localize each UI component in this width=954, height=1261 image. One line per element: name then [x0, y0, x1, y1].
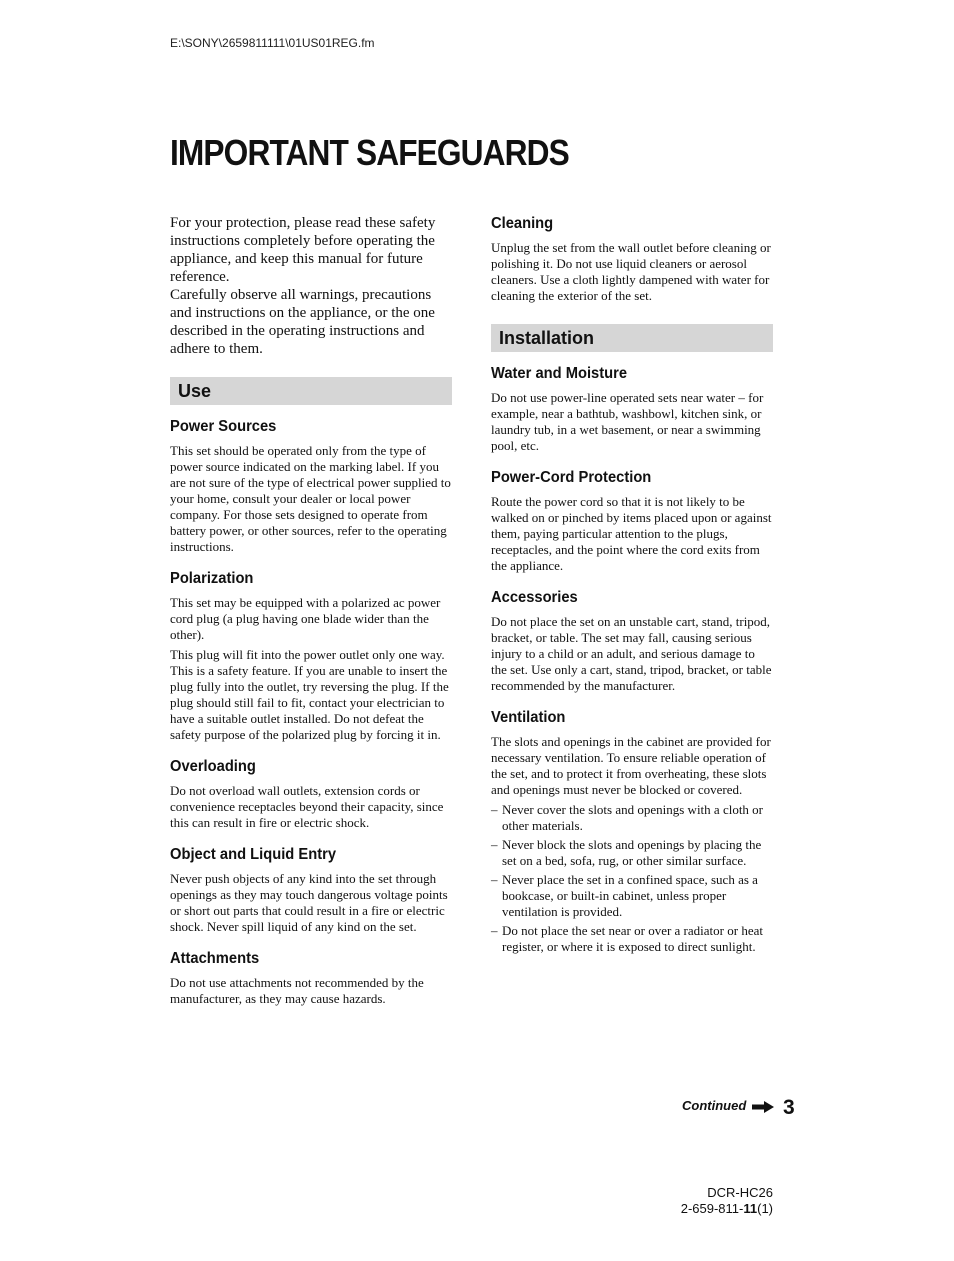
section-body: This set should be operated only from the type of power source indicated on the marking label. If you are not sure of the type of electrical power supplied to your home, consult your dealer or local power company. For those sets designed to operate from battery power, or other sources, refer to the operating instructions.	[170, 443, 451, 554]
section-body: This plug will fit into the power outlet only one way. This is a safety feature. If you are unable to insert the plug fully into the outlet, try reversing the plug. If the plug should still fail to fit, contact your electrician to have a suitable outlet installed. Do not defeat the safety purpose of the polarized plug by forcing it in.	[170, 647, 449, 742]
section-heading-installation: Installation	[491, 324, 773, 352]
attachments-section	[170, 949, 452, 1007]
section-body: Do not use attachments not recommended by the manufacturer, as they may cause hazards.	[170, 975, 424, 1006]
list-item: – Never block the slots and openings by placing the set on a bed, sofa, rug, or other similar surface.	[491, 837, 762, 868]
section-title: Ventilation	[491, 709, 566, 726]
list-item: – Do not place the set near or over a radiator or heat register, or where it is exposed to direct sunlight.	[491, 923, 763, 954]
section-title: Polarization	[170, 570, 254, 587]
part-code-prefix: 2-659-811-	[680, 1201, 744, 1216]
section-title: Attachments	[170, 950, 260, 967]
continued-label	[682, 1098, 774, 1113]
right-column	[491, 214, 773, 969]
polarization-section	[170, 569, 452, 743]
intro-paragraph: Carefully observe all warnings, precautions and instructions on the appliance, or the one described in the operating instructions and adhere to them.	[170, 287, 435, 357]
section-title: Overloading	[170, 758, 256, 775]
power-cord-section	[491, 468, 773, 574]
part-code	[681, 1201, 773, 1217]
section-body: Never push objects of any kind into the set through openings as they may touch dangerous voltage points or short out parts that could result in a fire or electric shock. Never spill liquid of any kind on the set.	[170, 871, 448, 934]
file-path-header: E:\SONY\2659811111\01US01REG.fm	[170, 36, 375, 50]
continued-text: Continued	[682, 1098, 747, 1113]
part-code-suffix: (1)	[757, 1201, 773, 1216]
overloading-section	[170, 757, 452, 831]
section-title: Power-Cord Protection	[491, 469, 652, 486]
object-liquid-entry-section	[170, 845, 452, 935]
cleaning-section	[491, 214, 773, 304]
left-column	[170, 214, 452, 1021]
section-title: Cleaning	[491, 215, 554, 232]
section-body: The slots and openings in the cabinet are provided for necessary ventilation. To ensure reliable operation of the set, and to protect it from overheating, these slots and openings must never be blocked or covered.	[491, 734, 771, 797]
accessories-section	[491, 588, 773, 694]
section-body: Route the power cord so that it is not likely to be walked on or pinched by items placed upon or against them, paying particular attention to the plugs, receptacles, and the point where the cord exits from the appliance.	[491, 494, 772, 573]
power-sources-section	[170, 417, 452, 555]
list-item-text: Never cover the slots and openings with a cloth or other materials.	[502, 802, 764, 833]
arrow-right-icon	[752, 1101, 774, 1113]
page-title: IMPORTANT SAFEGUARDS	[170, 132, 569, 173]
section-body: Unplug the set from the wall outlet before cleaning or polishing it. Do not use liquid cleaners or aerosol cleaners. Use a cloth lightly dampened with water for cleaning the exterior of the set.	[491, 240, 771, 303]
section-body: Do not place the set on an unstable cart, stand, tripod, bracket, or table. The set may fall, causing serious injury to a child or an adult, and serious damage to the set. Use only a cart, stand, tripod, bracket, or table recommended by the manufacturer.	[491, 614, 772, 693]
intro-paragraph: For your protection, please read these safety instructions completely before operating the appliance, and keep this manual for future reference.	[170, 215, 436, 285]
list-item: – Never place the set in a confined space, such as a bookcase, or built-in cabinet, unless proper ventilation is provided.	[491, 872, 758, 919]
list-item-text: Do not place the set near or over a radiator or heat register, or where it is exposed to direct sunlight.	[502, 923, 763, 954]
section-title: Accessories	[491, 589, 578, 606]
section-body: Do not use power-line operated sets near water – for example, near a bathtub, washbowl, kitchen sink, or laundry tub, in a wet basement, or near a swimming pool, etc.	[491, 390, 764, 453]
section-title: Object and Liquid Entry	[170, 846, 337, 863]
section-body: Do not overload wall outlets, extension cords or convenience receptacles beyond their capacity, since this can result in fire or electric shock.	[170, 783, 444, 830]
page-number: 3	[783, 1096, 795, 1119]
list-item-text: Never place the set in a confined space, such as a bookcase, or built-in cabinet, unless proper ventilation is provided.	[502, 872, 758, 919]
model-info	[681, 1185, 773, 1217]
ventilation-section	[491, 708, 773, 955]
section-title: Water and Moisture	[491, 365, 628, 382]
section-body: This set may be equipped with a polarized ac power cord plug (a plug having one blade wider than the other).	[170, 595, 441, 642]
model-number: DCR-HC26	[707, 1185, 773, 1200]
intro	[170, 214, 452, 358]
list-item: – Never cover the slots and openings with a cloth or other materials.	[491, 802, 764, 833]
section-heading-use: Use	[170, 377, 452, 405]
part-code-bold: 11	[743, 1201, 758, 1216]
ventilation-list	[491, 802, 773, 955]
list-item-text: Never block the slots and openings by placing the set on a bed, sofa, rug, or other similar surface.	[502, 837, 762, 868]
water-moisture-section	[491, 364, 773, 454]
section-title: Power Sources	[170, 418, 277, 435]
